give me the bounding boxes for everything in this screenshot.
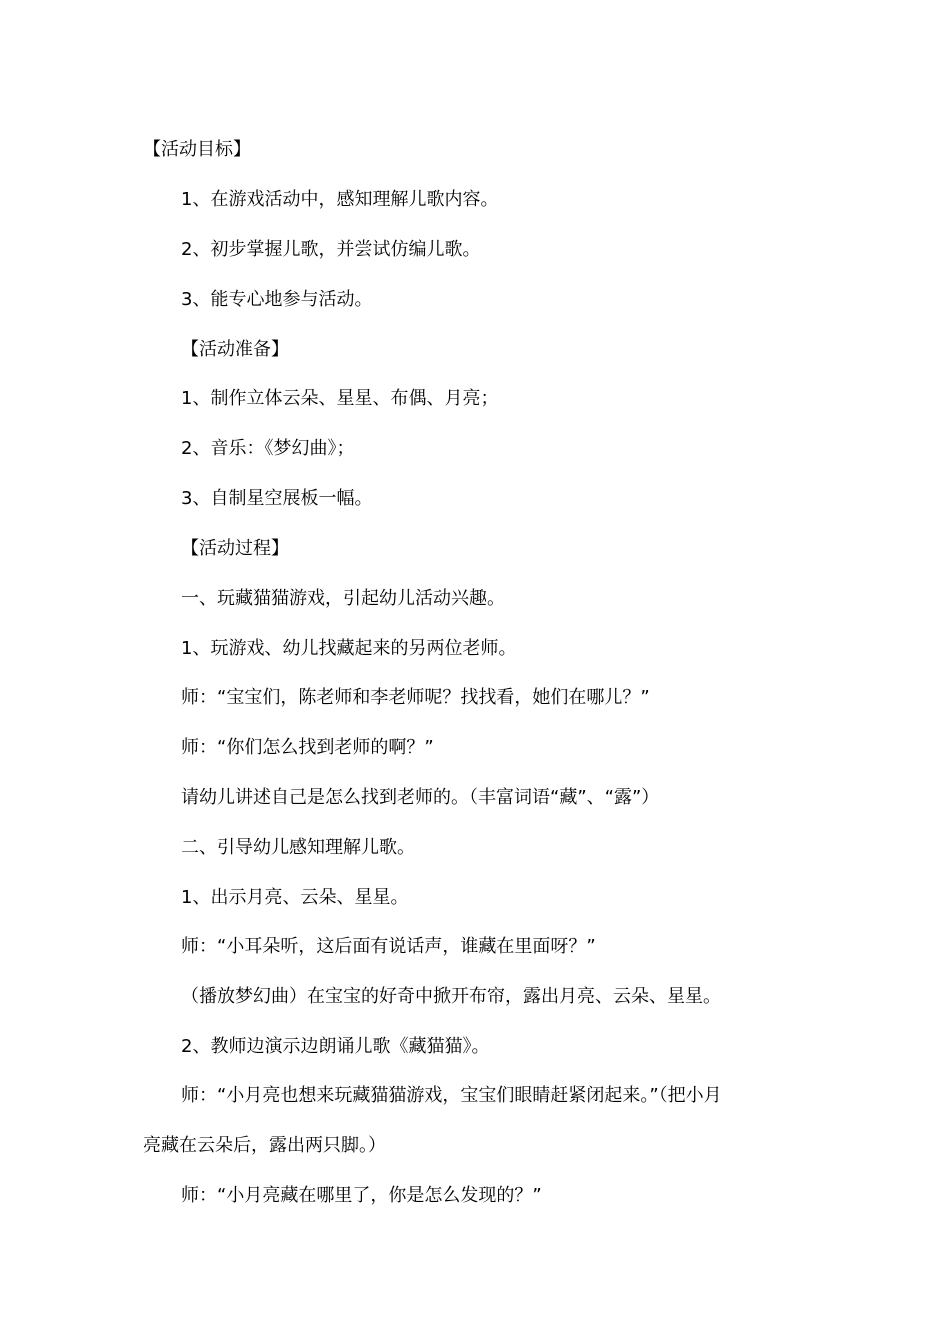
paragraph: 3、能专心地参与活动。	[181, 289, 373, 310]
paragraph: 1、在游戏活动中，感知理解儿歌内容。	[181, 189, 499, 210]
paragraph: 师：“宝宝们，陈老师和李老师呢？找找看，她们在哪儿？”	[181, 687, 650, 708]
paragraph: 3、自制星空展板一幅。	[181, 488, 373, 509]
section-heading-process: 【活动过程】	[181, 538, 289, 559]
paragraph: 2、初步掌握儿歌，并尝试仿编儿歌。	[181, 239, 481, 260]
paragraph: （播放梦幻曲）在宝宝的好奇中掀开布帘，露出月亮、云朵、星星。	[181, 986, 721, 1007]
paragraph: 1、玩游戏、幼儿找藏起来的另两位老师。	[181, 638, 517, 659]
paragraph: 师：“小耳朵听，这后面有说话声，谁藏在里面呀？”	[181, 936, 596, 957]
paragraph: 师：“小月亮也想来玩藏猫猫游戏，宝宝们眼睛赶紧闭起来。”（把小月	[181, 1085, 722, 1106]
paragraph: 请幼儿讲述自己是怎么找到老师的。（丰富词语“藏”、“露”）	[181, 787, 660, 808]
paragraph: 二、引导幼儿感知理解儿歌。	[181, 837, 415, 858]
paragraph: 2、教师边演示边朗诵儿歌《藏猫猫》。	[181, 1036, 490, 1057]
paragraph: 1、制作立体云朵、星星、布偶、月亮；	[181, 388, 499, 409]
paragraph: 2、音乐：《梦幻曲》；	[181, 438, 355, 459]
section-heading-goals: 【活动目标】	[143, 139, 251, 160]
paragraph-continuation: 亮藏在云朵后，露出两只脚。）	[143, 1135, 386, 1156]
paragraph: 1、出示月亮、云朵、星星。	[181, 887, 409, 908]
section-heading-preparation: 【活动准备】	[181, 339, 289, 360]
paragraph: 师：“你们怎么找到老师的啊？”	[181, 737, 434, 758]
paragraph: 师：“小月亮藏在哪里了，你是怎么发现的？”	[181, 1185, 542, 1206]
paragraph: 一、玩藏猫猫游戏，引起幼儿活动兴趣。	[181, 588, 505, 609]
